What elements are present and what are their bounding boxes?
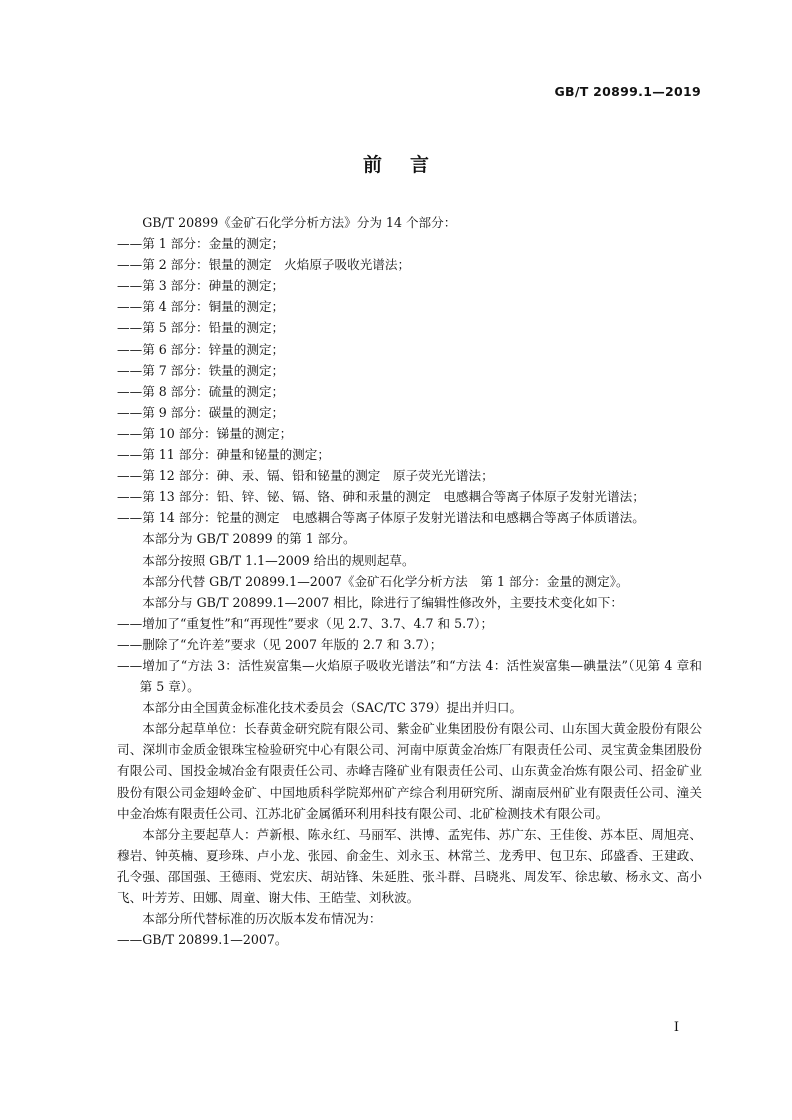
drafting-units-paragraph: 本部分起草单位：长春黄金研究院有限公司、紫金矿业集团股份有限公司、山东国大黄金股份有限公司、深圳市金质金银珠宝检验研究中心有限公司、河南中原黄金冶炼厂有限责任公司、灵宝黄金集团股份有限公司、国投金城冶金有限责任公司、赤峰吉隆矿业有限责任公司、山东黄金冶炼有限公司、招金矿业股份有限公司金翅岭金矿、中国地质科学院郑州矿产综合利用研究所、湖南辰州矿业有限责任公司、潼关中金冶炼有限责任公司、江苏北矿金属循环利用科技有限公司、北矿检测技术有限公司。 (117, 721, 702, 821)
list-item: ——GB/T 20899.1—2007。 (117, 932, 288, 948)
proposed-paragraph: 本部分由全国黄金标准化技术委员会（SAC/TC 379）提出并归口。 (142, 700, 523, 716)
part-of-paragraph: 本部分为 GB/T 20899 的第 1 部分。 (142, 531, 356, 547)
list-item: ——第 7 部分：铁量的测定； (117, 362, 285, 378)
list-item: ——第 12 部分：砷、汞、镉、铅和铋量的测定 原子荧光光谱法； (117, 468, 494, 484)
parts-list (117, 233, 702, 528)
changes-intro-paragraph: 本部分与 GB/T 20899.1—2007 相比，除进行了编辑性修改外，主要技术变化如下： (142, 594, 623, 610)
replaces-paragraph: 本部分代替 GB/T 20899.1—2007《金矿石化学分析方法 第 1 部分：金量的测定》。 (142, 573, 629, 589)
history-intro-paragraph: 本部分所代替标准的历次版本发布情况为： (142, 911, 382, 927)
list-item: ——第 5 部分：铅量的测定； (117, 320, 285, 336)
list-item: ——增加了“重复性”和“再现性”要求（见 2.7、3.7、4.7 和 5.7）； (117, 615, 494, 631)
list-item: ——第 1 部分：金量的测定； (117, 236, 285, 252)
list-item: ——第 14 部分：铊量的测定 电感耦合等离子体原子发射光谱法和电感耦合等离子体质谱法。 (117, 510, 645, 526)
drafters-paragraph: 本部分主要起草人：芦新根、陈永红、马丽军、洪博、孟宪伟、苏广东、王佳俊、苏本臣、周旭亮、穆岩、钟英楠、夏珍珠、卢小龙、张园、俞金生、刘永玉、林常兰、龙秀甲、包卫东、邱盛香、王建政、孔令强、邵国强、王德雨、党宏庆、胡站锋、朱延胜、张斗群、吕晓兆、周发军、徐忠敏、杨永文、高小飞、叶芳芳、田娜、周童、谢大伟、王皓莹、刘秋波。 (117, 826, 702, 905)
list-item: ——第 13 部分：铅、锌、铋、镉、铬、砷和汞量的测定 电感耦合等离子体原子发射光谱法； (117, 489, 645, 505)
drafting-rules-paragraph: 本部分按照 GB/T 1.1—2009 给出的规则起草。 (142, 552, 415, 568)
history-list (117, 929, 702, 950)
changes-list (117, 613, 702, 697)
list-item: ——第 9 部分：碳量的测定； (117, 404, 285, 420)
list-item: ——删除了“允许差”要求（见 2007 年版的 2.7 和 3.7）； (117, 636, 443, 652)
document-body (117, 212, 702, 950)
list-item: ——第 3 部分：砷量的测定； (117, 278, 285, 294)
list-item: ——第 10 部分：锑量的测定； (117, 425, 293, 441)
list-item: ——第 4 部分：铜量的测定； (117, 299, 285, 315)
list-item: ——第 2 部分：银量的测定 火焰原子吸收光谱法； (117, 257, 411, 273)
list-item: ——增加了“方法 3：活性炭富集—火焰原子吸收光谱法”和“方法 4：活性炭富集—碘量法”（见第 4 章和第 5 章）。 (117, 657, 702, 695)
intro-paragraph: GB/T 20899《金矿石化学分析方法》分为 14 个部分： (142, 215, 457, 230)
standard-code: GB/T 20899.1—2019 (554, 84, 701, 99)
page-number: I (673, 1020, 679, 1035)
list-item: ——第 11 部分：砷量和铋量的测定； (117, 447, 330, 463)
list-item: ——第 8 部分：硫量的测定； (117, 383, 285, 399)
list-item: ——第 6 部分：锌量的测定； (117, 341, 285, 357)
page-title: 前言 (362, 154, 457, 176)
